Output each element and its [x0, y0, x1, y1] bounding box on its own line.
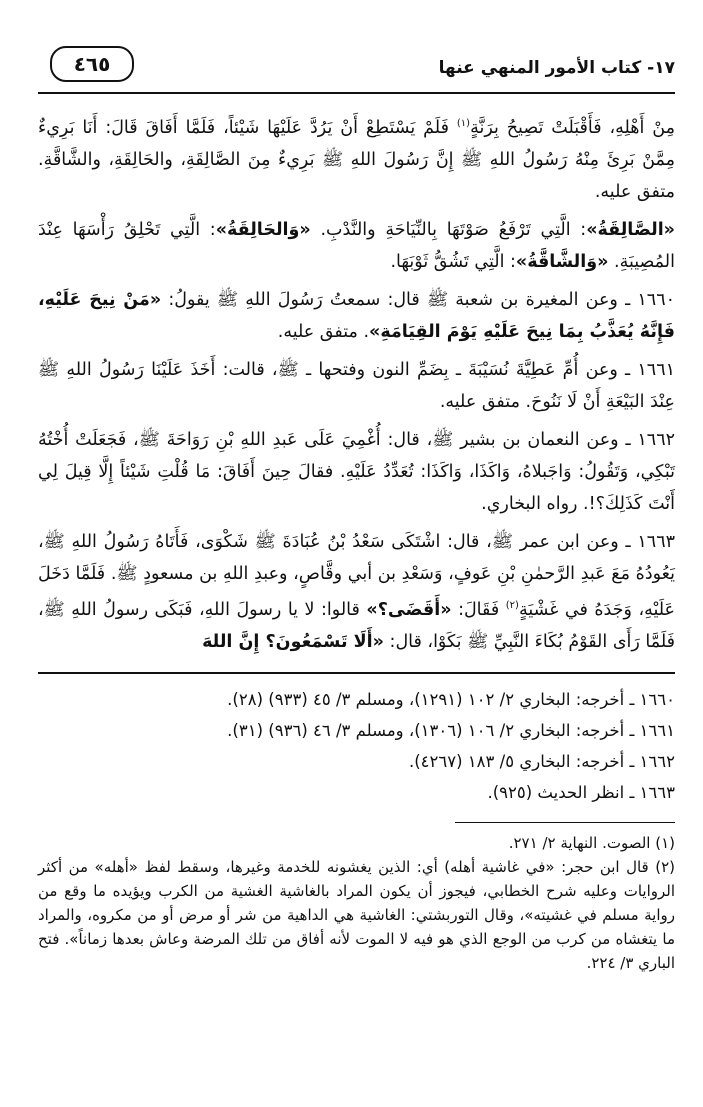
- hadith-quote: «مَنْ نِيحَ عَلَيْهِ، فَإِنَّهُ يُعَذَّبُ بِمَا نِيحَ عَلَيْهِ يَوْمَ القِيَامَةِ»: [38, 289, 675, 342]
- term: «وَالشَّاقَّةُ»: [515, 251, 609, 272]
- takhrij-list: [38, 684, 675, 808]
- text-run: قالوا: لا يا رسولَ اللهِ، فَبَكَى رسولُ اللهِ ﷺ، فَلَمَّا رَأَى القَوْمُ بُكَاءَ النَّبِيِّ ﷺ بَكَوْا، قال:: [38, 599, 675, 652]
- takhrij-item: ١٦٦١ ـ أخرجه: البخاري ٢/ ١٠٦ (١٣٠٦)، ومسلم ٣/ ٤٦ (٩٣٦) (٣١).: [227, 720, 675, 740]
- text-run: فَقَالَ:: [451, 599, 506, 620]
- footnote-2: (٢) قال ابن حجر: «في غاشية أهله) أي: الذين يغشونه للخدمة وغيرها، وسقط لفظ «أهله» من أكثر الروايات وعليه شرح الخطابي، فيجوز أن يكون المراد بالغاشية الغشية من الكرب ويؤيده ما وقع من رواية مسلم في غشيته»، وقال التوربشتي: الغاشية هي الداهية من شر أو مرض أو من مكروه، والمراد ما يتغشاه من كرب من الوجع الذي هو فيه لا الموت لأنه أفاق من تلك المرضة وعاش بعدها زماناً». فتح الباري ٣/ ٢٢٤.: [38, 857, 675, 972]
- glossary-paragraph: [38, 214, 675, 278]
- footnotes: [38, 831, 675, 975]
- footnote-ref-1: (١): [456, 118, 471, 129]
- text-run: مِنْ أَهْلِهِ، فَأَقْبَلَتْ تَصِيحُ بِرَنَّةٍ: [470, 117, 675, 138]
- chapter-title: ١٧- كتاب الأمور المنهي عنها: [438, 58, 675, 78]
- page: [38, 40, 675, 975]
- hadith-1663: [38, 526, 675, 658]
- hadith-1662: ١٦٦٢ ـ وعن النعمان بن بشير ﷺ، قال: أُغْمِيَ عَلَى عَبدِ اللهِ بْنِ رَوَاحَةَ ﷺ، فَجَعَلَتْ أُخْتُهُ تَبْكِي، وَتَقُولُ: وَاجَبلاهُ، وَاكَذَا، وَاكَذَا: تُعَدِّدُ عَلَيْهِ. فقالَ حِينَ أَفَاقَ: مَا قُلْتِ شَيْئاً إِلَّا قِيلَ لِي أَنْتَ كَذَلِكَ؟!. رواه البخاري.: [38, 429, 675, 514]
- term: «وَالحَالِقَةُ»: [215, 219, 311, 240]
- text-run: ١٦٦٣ ـ وعن ابن عمر ﷺ، قال: اشْتَكَى سَعْدُ بْنُ عُبَادَةَ ﷺ شَكْوَى، فَأَتَاهُ رَسُولُ اللهِ ﷺ، يَعُودُهُ مَعَ عَبدِ الرَّحمٰنِ بْنِ عَوفٍ، وَسَعْدِ بن أبي وقَّاصٍ، وعبدِ اللهِ بن مسعودٍ ﷺ. فَلَمَّا دَخَلَ عَلَيْهِ، وَجَدَهُ في غَشْيَةٍ: [38, 531, 676, 620]
- takhrij-item: ١٦٦٢ ـ أخرجه: البخاري ٥/ ١٨٣ (٤٢٦٧).: [408, 751, 675, 771]
- text-run: ١٦٦٠ ـ وعن المغيرة بن شعبة ﷺ قال: سمعتُ رَسُولَ اللهِ ﷺ يقولُ:: [161, 289, 675, 310]
- paragraph-continuation: [38, 108, 675, 208]
- main-text: [38, 108, 675, 658]
- footnote-ref-2: (٢): [505, 599, 519, 611]
- footnote-1: (١) الصوت. النهاية ٢/ ٢٧١.: [508, 833, 675, 852]
- text-run: فَلَمْ يَسْتَطِعْ أَنْ يَرُدَّ عَلَيْهَا شَيْئاً، فَلَمَّا أَفَاقَ قَالَ: أَنَا بَرِيءٌ مِمَّنْ بَرِئَ مِنْهُ رَسُولُ اللهِ ﷺ إِنَّ رَسُولَ اللهِ ﷺ بَرِيءٌ مِنَ الصَّالِقَةِ، والحَالِقَةِ، والشَّاقَّةِ. متفق عليه.: [38, 117, 675, 202]
- hadith-1661: ١٦٦١ ـ وعن أُمِّ عَطِيَّةَ نُسَيْبَةَ ـ بِضَمِّ النون وفتحها ـ ﷺ، قالت: أَخَذَ عَلَيْنَا رَسُولُ اللهِ ﷺ عِنْدَ البَيْعَةِ أَنْ لَا نَنُوحَ. متفق عليه.: [38, 359, 675, 412]
- text-run: . متفق عليه.: [277, 321, 370, 342]
- footnote-divider: [455, 822, 675, 823]
- term: «الصَّالِقَةُ»: [586, 219, 675, 240]
- definition: : الَّتِي تَشُقُّ ثَوْبَهَا.: [390, 251, 516, 272]
- page-number: ٤٦٥: [50, 46, 134, 82]
- divider: [38, 672, 675, 674]
- takhrij-item: ١٦٦٠ ـ أخرجه: البخاري ٢/ ١٠٢ (١٢٩١)، ومسلم ٣/ ٤٥ (٩٣٣) (٢٨).: [227, 689, 675, 709]
- page-header: [38, 40, 675, 94]
- definition: : الَّتِي تَحْلِقُ رَأْسَهَا عِنْدَ المُصِيبَةِ.: [38, 219, 675, 272]
- hadith-quote: «أَقَضَى؟»: [366, 599, 452, 620]
- takhrij-item: ١٦٦٣ ـ انظر الحديث (٩٢٥).: [487, 782, 675, 802]
- definition: : الَّتِي تَرْفَعُ صَوْتَهَا بِالنِّيَاحَةِ والنَّدْبِ.: [310, 219, 587, 240]
- hadith-1660: [38, 284, 675, 348]
- hadith-quote: «أَلَا تَسْمَعُونَ؟ إِنَّ اللهَ: [202, 631, 384, 652]
